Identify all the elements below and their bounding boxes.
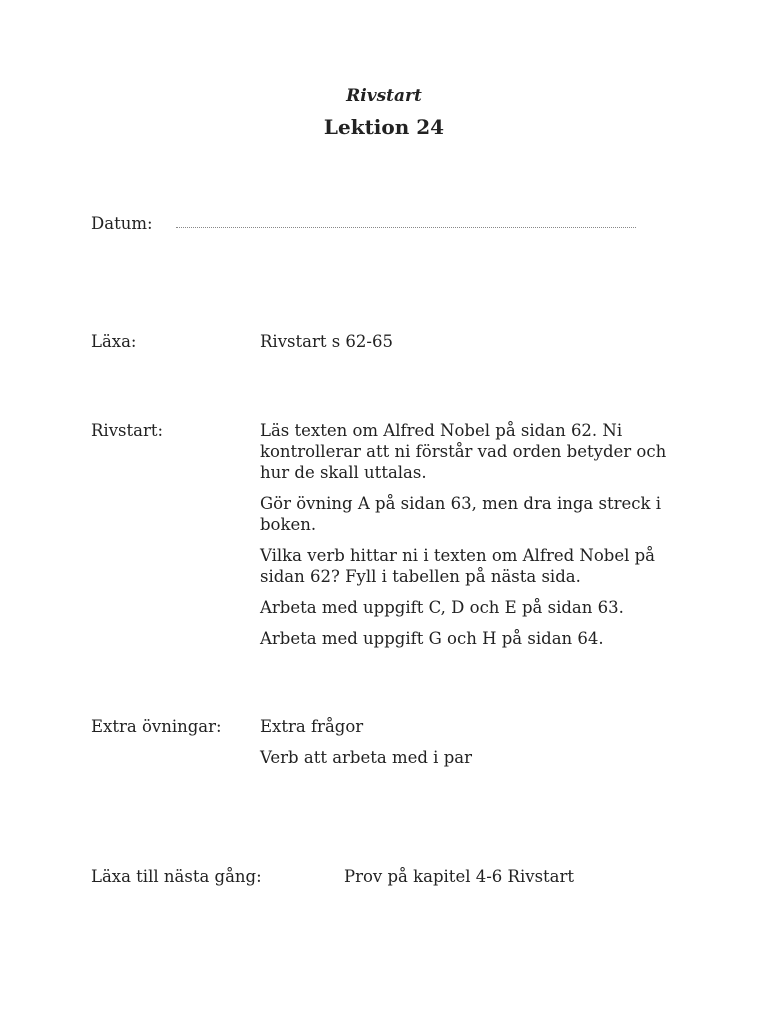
homework-label: Läxa: [91, 332, 137, 351]
rivstart-item: Arbeta med uppgift C, D och E på sidan 63. [260, 598, 624, 617]
rivstart-instructions [260, 420, 680, 659]
extra-item: Verb att arbeta med i par [260, 748, 472, 767]
rivstart-item: Läs texten om Alfred Nobel på sidan 62. Ni kontrollerar att ni förstår vad orden betyder och hur de skall uttalas. [260, 421, 667, 482]
date-fill-line [176, 227, 636, 228]
rivstart-item: Gör övning A på sidan 63, men dra inga streck i boken. [260, 494, 662, 534]
extra-exercises-list [260, 716, 680, 778]
rivstart-item: Arbeta med uppgift G och H på sidan 64. [260, 629, 604, 648]
rivstart-item: Vilka verb hittar ni i texten om Alfred Nobel på sidan 62? Fyll i tabellen på nästa sida. [260, 546, 656, 586]
next-homework-value: Prov på kapitel 4-6 Rivstart [344, 867, 575, 886]
page-title: Lektion 24 [323, 115, 445, 139]
extra-exercises-label: Extra övningar: [91, 717, 222, 736]
rivstart-label: Rivstart: [91, 421, 164, 440]
next-homework-label: Läxa till nästa gång: [91, 867, 262, 886]
extra-item: Extra frågor [260, 717, 364, 736]
homework-value: Rivstart s 62-65 [260, 332, 393, 351]
date-label: Datum: [91, 214, 153, 233]
book-subtitle: Rivstart [346, 86, 422, 106]
